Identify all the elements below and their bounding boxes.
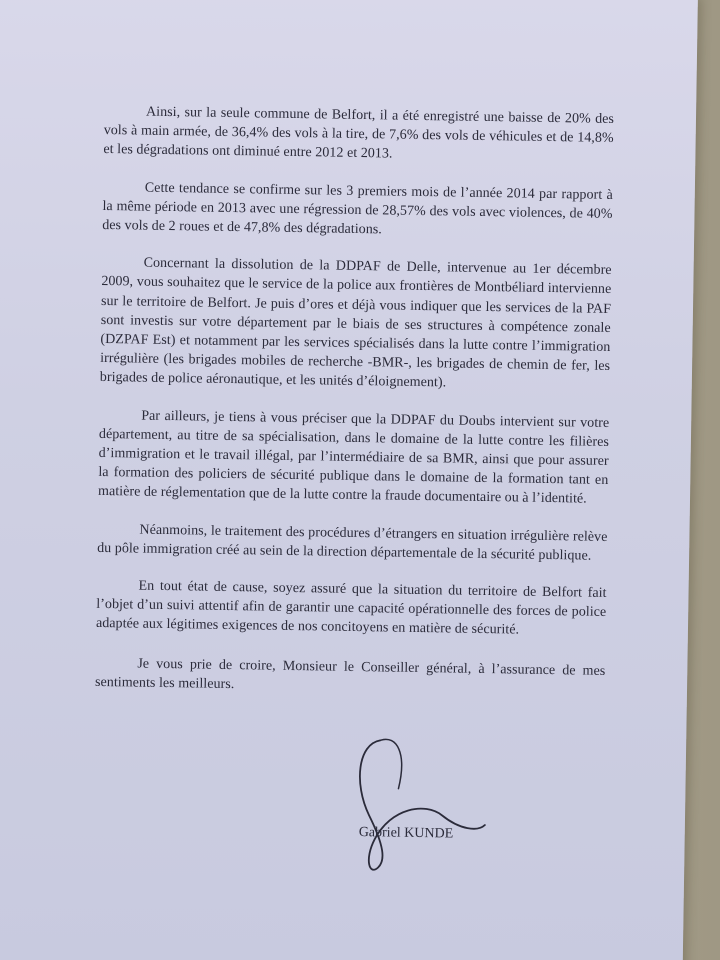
paragraph-2014-trend: Cette tendance se confirme sur les 3 premiers mois de l’année 2014 par rapport à la même période en 2013 avec une régression de 28,57% des vols avec violences, de 40% des vols de 2 roues et de 47,8% des dégradations.: [102, 180, 613, 238]
handwritten-signature: [338, 722, 500, 884]
paragraph-immigration-procedures: Néanmoins, le traitement des procédures d’étrangers en situation irrégulière relève du pôle immigration créé au sein de la direction départementale de la sécurité publique.: [97, 522, 608, 564]
paragraph-ddpaf-doubs: Par ailleurs, je tiens à vous préciser que la DDPAF du Doubs intervient sur votre département, au titre de sa spécialisation, dans le domaine de la lutte contre les filières d’immigration et le travail illégal, par l’intermédiaire de sa BMR, ainsi que pour assurer la formation des policiers de sécurité publique dans le domaine de la formation tant en matière de réglementation que de la lutte contre la fraude documentaire ou à l’identité.: [97, 408, 610, 508]
signer-name: Gabriel KUNDE: [358, 825, 454, 842]
closing-paragraph: Je vous prie de croire, Monsieur le Conseiller général, à l’assurance de mes sentiments les meilleurs.: [94, 656, 606, 692]
paragraph-ddpaf-delle: Concernant la dissolution de la DDPAF de Delle, intervenue au 1er décembre 2009, vous souhaitez que le service de la police aux frontières de Montbéliard intervienne sur le territoire de Belfort. Je puis d’ores et déjà vous indiquer que les services de la PAF sont investis sur votre département par le biais de ses structures à compétence zonale (DZPAF Est) et notamment par les services spécialisés dans la lutte contre l’immigration irrégulière (les brigades mobiles de recherche -BMR-, les brigades de chemin de fer, les brigades de police aéronautique, et les unités d’éloignement).: [99, 255, 612, 391]
paragraph-belfort-statistics: Ainsi, sur la seule commune de Belfort, il a été enregistré une baisse de 20% des vols à main armée, de 36,4% des vols à la tire, de 7,6% des vols de véhicules et de 14,8% et les dégradations ont diminué entre 2012 et 2013.: [103, 104, 615, 162]
letter-body: [95, 102, 614, 718]
paragraph-security-situation: En tout état de cause, soyez assuré que la situation du territoire de Belfort fait l’objet d’un suivi attentif afin de garantir une capacité opérationnelle des forces de police adaptée aux légitimes exigences de nos concitoyens en matière de sécurité.: [95, 578, 607, 639]
